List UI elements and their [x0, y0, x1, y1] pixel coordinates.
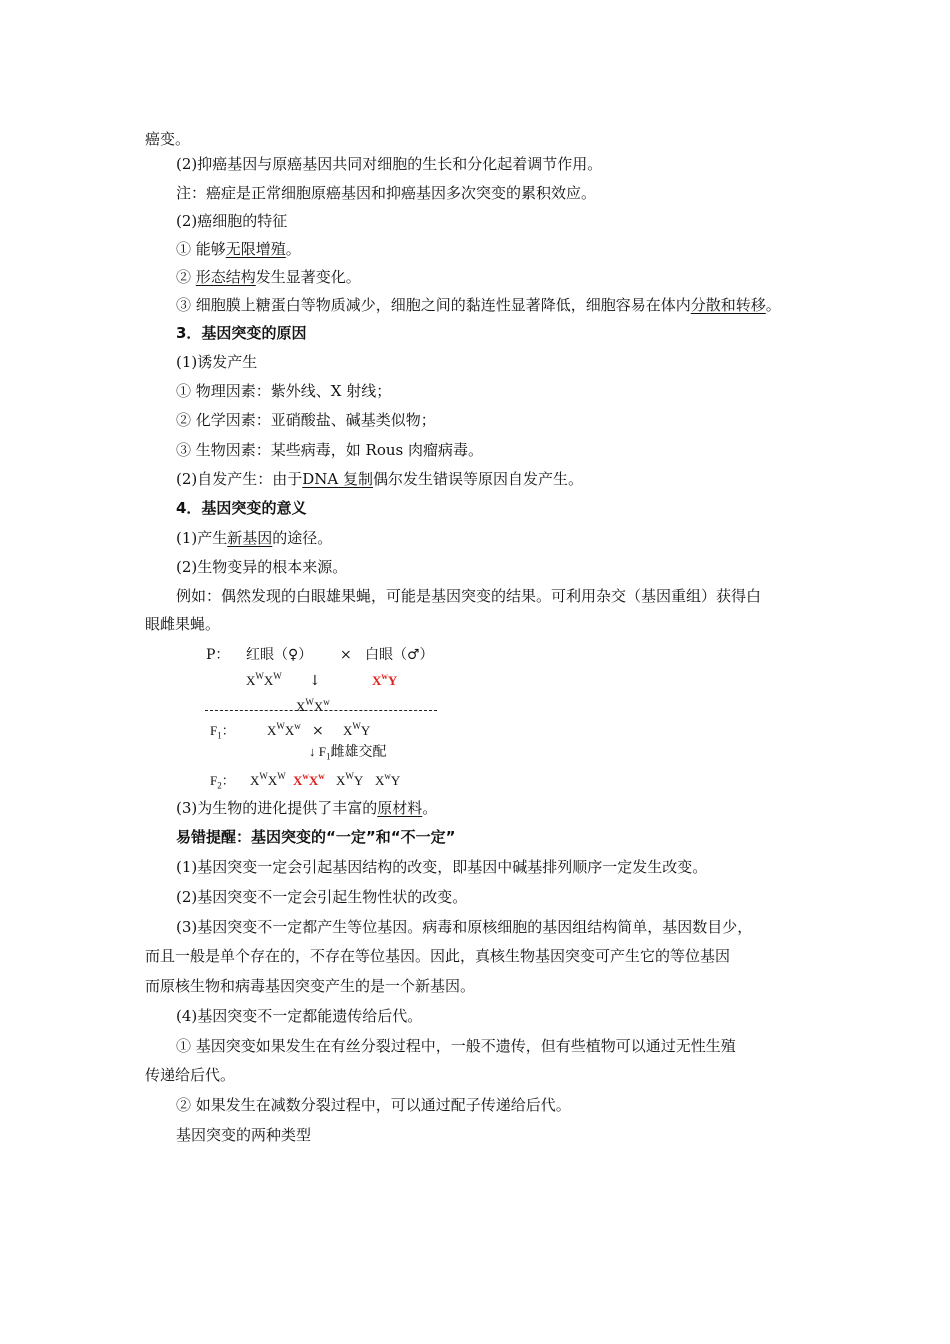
subheading: (1)诱发产生 [176, 353, 258, 371]
text-fragment: ③ 细胞膜上糖蛋白等物质减少，细胞之间的黏连性显著降低，细胞容易在体内 [176, 296, 691, 314]
text-line [176, 267, 361, 287]
down-arrow-icon: ↓ [309, 744, 316, 759]
text-line: (4)基因突变不一定都能遗传给后代。 [176, 1007, 423, 1025]
text-line [176, 798, 437, 818]
text-line: (2)生物变异的根本来源。 [176, 558, 348, 576]
text-line [176, 469, 583, 489]
text-line: 而且一般是单个存在的，不存在等位基因。因此，真核生物基因突变可产生它的等位基因 [145, 947, 731, 965]
f2-genotype: $X^wY$ [375, 771, 401, 788]
text-fragment: 。 [422, 799, 438, 817]
key-term: 形态结构 [195, 268, 256, 286]
down-arrow-icon: ↓ [309, 673, 321, 689]
text-fragment: (2)自发产生：由于 [176, 470, 303, 488]
section-heading: 易错提醒：基因突变的“一定”和“不一定” [176, 828, 456, 846]
text-fragment: 。 [765, 296, 781, 314]
text-fragment: 发生显著变化。 [255, 268, 361, 286]
cross-symbol: × [340, 647, 352, 663]
text-fragment: ② [176, 268, 196, 286]
section-heading: 4．基因突变的意义 [176, 499, 307, 517]
f2-genotype: $X^WX^W$ [250, 771, 286, 788]
key-term: 无限增殖 [225, 240, 286, 258]
text-fragment: (3)为生物的进化提供了丰富的 [176, 799, 378, 817]
f1-female-genotype: $X^WX^w$ [267, 721, 301, 738]
section-heading: 3．基因突变的原因 [176, 324, 307, 342]
text-line: 而原核生物和病毒基因突变产生的是一个新基因。 [145, 977, 476, 995]
text-line: ② 化学因素：亚硝酸盐、碱基类似物； [176, 411, 436, 429]
text-line: ② 如果发生在减数分裂过程中，可以通过配子传递给后代。 [176, 1096, 571, 1114]
key-term: 新基因 [227, 529, 273, 547]
text-line: (2)基因突变不一定会引起生物性状的改变。 [176, 888, 468, 906]
text-line [176, 295, 781, 315]
gamete-genotype: $X^WX^w$ [296, 697, 330, 714]
f2-generation-label: $F_2$： [210, 773, 235, 791]
text-fragment: 。 [285, 240, 301, 258]
text-fragment: 偶尔发生错误等原因自发产生。 [373, 470, 584, 488]
text-line: (2)抑癌基因与原癌基因共同对细胞的生长和分化起着调节作用。 [176, 155, 603, 173]
text-fragment: ① 能够 [176, 240, 226, 258]
f2-genotype-white-eye-female: $X^wX^w$ [293, 771, 325, 788]
text-line [176, 528, 332, 548]
text-fragment: (1)产生 [176, 529, 228, 547]
text-line: 眼雌果蝇。 [145, 615, 221, 633]
text-line: (3)基因突变不一定都产生等位基因。病毒和原核细胞的基因组结构简单，基因数目少， [176, 918, 753, 936]
text-fragment: 的途径。 [272, 529, 333, 547]
text-line: (1)基因突变一定会引起基因结构的改变，即基因中碱基排列顺序一定发生改变。 [176, 858, 708, 876]
p-female-genotype: $X^WX^W$ [246, 671, 282, 688]
text-line: 癌变。 [145, 130, 191, 148]
p-male-genotype: $X^wY$ [372, 671, 398, 688]
text-line: ① 基因突变如果发生在有丝分裂过程中，一般不遗传，但有些植物可以通过无性生殖 [176, 1037, 736, 1055]
key-term: 原材料 [377, 799, 423, 817]
p-female-phenotype: 红眼（♀） [246, 647, 313, 663]
cross-symbol: × [312, 723, 324, 739]
f1-generation-label: $F_1$： [210, 723, 235, 741]
text-line: 传递给后代。 [145, 1066, 236, 1084]
f2-genotype: $X^WY$ [336, 771, 364, 788]
key-term: 分散和转移 [690, 296, 766, 314]
p-male-phenotype: 白眼（♂） [365, 647, 434, 663]
text-line: ① 物理因素：紫外线、X 射线； [176, 382, 392, 400]
note-line: 注：癌症是正常细胞原癌基因和抑癌基因多次突变的累积效应。 [176, 184, 597, 202]
f1-male-genotype: $X^WY$ [343, 721, 371, 738]
text-line: ③ 生物因素：某些病毒，如 Rous 肉瘤病毒。 [176, 441, 483, 459]
p-generation-label: P： [206, 647, 230, 663]
subheading: (2)癌细胞的特征 [176, 212, 288, 230]
text-line: 例如：偶然发现的白眼雄果蝇，可能是基因突变的结果。可利用杂交（基因重组）获得白 [176, 587, 762, 605]
text-line [176, 239, 301, 259]
divider-dashed [205, 710, 437, 711]
key-term: DNA 复制 [302, 470, 374, 488]
f1-mating-note: ↓ $F_1$雌雄交配 [309, 744, 387, 762]
text-line: 基因突变的两种类型 [176, 1126, 312, 1144]
